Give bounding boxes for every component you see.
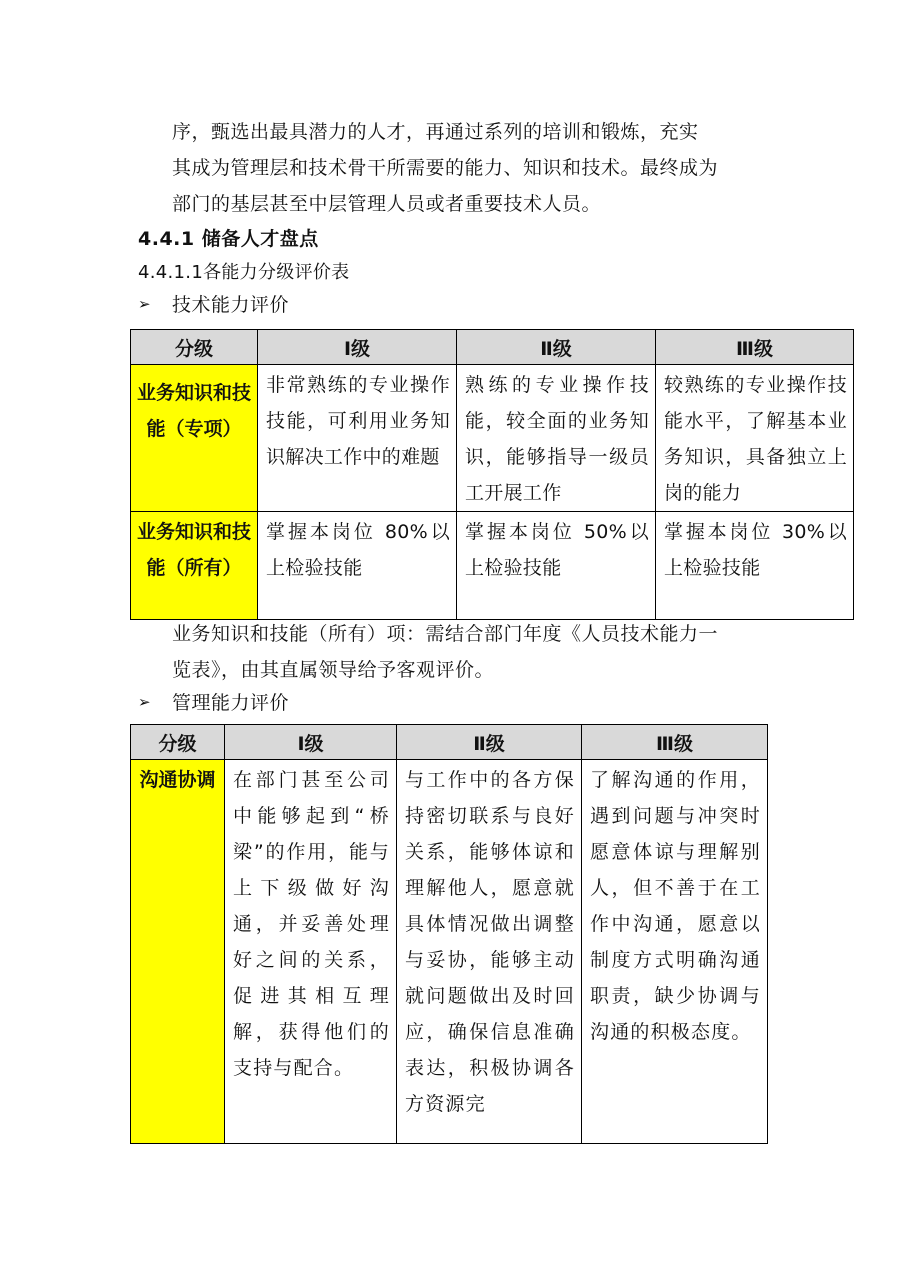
table-cell: 掌握本岗位 80%以上检验技能 bbox=[258, 512, 457, 620]
intro-line: 序，甄选出最具潜力的人才，再通过系列的培训和锻炼，充实 bbox=[172, 121, 699, 143]
table-cell: 非常熟练的专业操作技能，可利用业务知识解决工作中的难题 bbox=[258, 365, 457, 512]
header-level-2: Ⅱ级 bbox=[457, 330, 656, 365]
header-level-2: Ⅱ级 bbox=[397, 725, 582, 760]
tech-ability-table bbox=[130, 329, 854, 620]
table-cell: 熟练的专业操作技能，较全面的业务知识，能够指导一级员工开展工作 bbox=[457, 365, 656, 512]
table-row bbox=[131, 760, 768, 1144]
header-level-1: Ⅰ级 bbox=[225, 725, 397, 760]
mgmt-ability-table bbox=[130, 724, 768, 1144]
intro-line: 部门的基层甚至中层管理人员或者重要技术人员。 bbox=[172, 193, 602, 215]
arrow-bullet-icon: ➢ bbox=[138, 294, 152, 313]
section-heading-4-4-1-1: 4.4.1.1各能力分级评价表 bbox=[138, 262, 350, 283]
table-cell: 较熟练的专业操作技能水平，了解基本业务知识，具备独立上岗的能力 bbox=[656, 365, 854, 512]
table-header-row bbox=[131, 725, 768, 760]
table-cell: 掌握本岗位 50%以上检验技能 bbox=[457, 512, 656, 620]
header-level-3: Ⅲ级 bbox=[656, 330, 854, 365]
note-line: 业务知识和技能（所有）项：需结合部门年度《人员技术能力一 bbox=[172, 623, 719, 645]
table-row bbox=[131, 365, 854, 512]
table-cell: 在部门甚至公司中能够起到“桥梁”的作用，能与上下级做好沟通，并妥善处理好之间的关系，促进其相互理解，获得他们的支持与配合。 bbox=[225, 760, 397, 1144]
header-level-3: Ⅲ级 bbox=[582, 725, 768, 760]
intro-paragraph bbox=[172, 114, 772, 222]
note-line: 览表》，由其直属领导给予客观评价。 bbox=[172, 659, 495, 681]
bullet-label: 管理能力评价 bbox=[172, 692, 290, 714]
row-label: 业务知识和技能（所有） bbox=[131, 512, 258, 620]
table-header-row bbox=[131, 330, 854, 365]
row-label: 沟通协调 bbox=[131, 760, 225, 1144]
table-cell: 与工作中的各方保持密切联系与良好关系，能够体谅和理解他人，愿意就具体情况做出调整与妥协，能够主动就问题做出及时回应，确保信息准确表达，积极协调各方资源完 bbox=[397, 760, 582, 1144]
header-level-1: Ⅰ级 bbox=[258, 330, 457, 365]
section-heading-4-4-1: 4.4.1 储备人才盘点 bbox=[138, 228, 319, 250]
table-cell: 掌握本岗位 30%以上检验技能 bbox=[656, 512, 854, 620]
bullet-label: 技术能力评价 bbox=[172, 294, 290, 316]
row-label: 业务知识和技能（专项） bbox=[131, 365, 258, 512]
bullet-tech-ability bbox=[138, 290, 289, 317]
table-row bbox=[131, 512, 854, 620]
intro-line: 其成为管理层和技术骨干所需要的能力、知识和技术。最终成为 bbox=[172, 157, 719, 179]
header-grade: 分级 bbox=[131, 725, 225, 760]
table-cell: 了解沟通的作用，遇到问题与冲突时愿意体谅与理解别人，但不善于在工作中沟通，愿意以制度方式明确沟通职责，缺少协调与沟通的积极态度。 bbox=[582, 760, 768, 1144]
header-grade: 分级 bbox=[131, 330, 258, 365]
arrow-bullet-icon: ➢ bbox=[138, 692, 152, 711]
bullet-mgmt-ability bbox=[138, 688, 289, 715]
note-paragraph bbox=[172, 616, 772, 688]
